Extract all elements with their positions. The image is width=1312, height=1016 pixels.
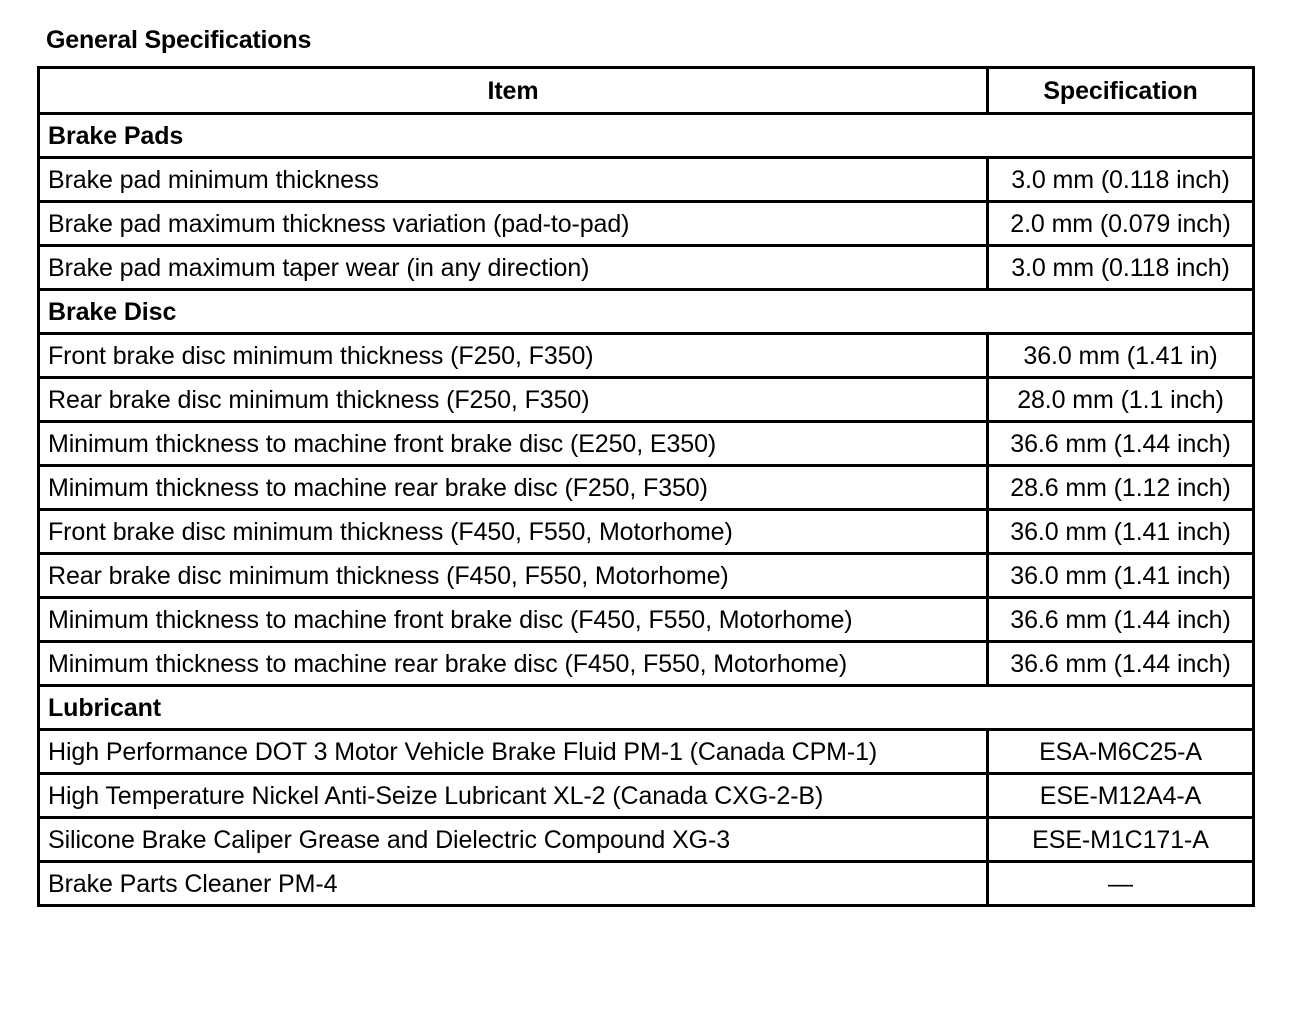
spec-cell: ESA-M6C25-A: [988, 730, 1254, 774]
section-heading: Lubricant: [39, 686, 1254, 730]
table-row: [39, 202, 1254, 246]
item-cell: Front brake disc minimum thickness (F450, F550, Motorhome): [39, 510, 988, 554]
specifications-table: [37, 66, 1255, 907]
spec-cell: 36.6 mm (1.44 inch): [988, 642, 1254, 686]
column-header-specification: Specification: [988, 68, 1254, 114]
spec-cell: 36.0 mm (1.41 in): [988, 334, 1254, 378]
item-cell: Rear brake disc minimum thickness (F250, F350): [39, 378, 988, 422]
item-cell: High Temperature Nickel Anti-Seize Lubricant XL-2 (Canada CXG-2-B): [39, 774, 988, 818]
column-header-item: Item: [39, 68, 988, 114]
spec-cell: 3.0 mm (0.118 inch): [988, 158, 1254, 202]
table-row: [39, 246, 1254, 290]
table-row: [39, 818, 1254, 862]
spec-cell: ESE-M1C171-A: [988, 818, 1254, 862]
section-heading: Brake Disc: [39, 290, 1254, 334]
item-cell: Minimum thickness to machine front brake disc (F450, F550, Motorhome): [39, 598, 988, 642]
table-row: [39, 378, 1254, 422]
section-row-brake-pads: [39, 114, 1254, 158]
table-row: [39, 158, 1254, 202]
table-row: [39, 466, 1254, 510]
table-row: [39, 598, 1254, 642]
item-cell: Minimum thickness to machine front brake disc (E250, E350): [39, 422, 988, 466]
table-row: [39, 554, 1254, 598]
spec-cell: 36.0 mm (1.41 inch): [988, 554, 1254, 598]
section-heading: Brake Pads: [39, 114, 1254, 158]
item-cell: Brake Parts Cleaner PM-4: [39, 862, 988, 906]
item-cell: Front brake disc minimum thickness (F250, F350): [39, 334, 988, 378]
table-row: [39, 422, 1254, 466]
item-cell: Minimum thickness to machine rear brake disc (F250, F350): [39, 466, 988, 510]
spec-cell: 2.0 mm (0.079 inch): [988, 202, 1254, 246]
spec-cell: 36.0 mm (1.41 inch): [988, 510, 1254, 554]
spec-cell: 3.0 mm (0.118 inch): [988, 246, 1254, 290]
item-cell: Brake pad maximum taper wear (in any direction): [39, 246, 988, 290]
item-cell: High Performance DOT 3 Motor Vehicle Brake Fluid PM-1 (Canada CPM-1): [39, 730, 988, 774]
section-row-lubricant: [39, 686, 1254, 730]
section-row-brake-disc: [39, 290, 1254, 334]
item-cell: Rear brake disc minimum thickness (F450, F550, Motorhome): [39, 554, 988, 598]
spec-cell: 36.6 mm (1.44 inch): [988, 422, 1254, 466]
table-header-row: [39, 68, 1254, 114]
item-cell: Silicone Brake Caliper Grease and Dielectric Compound XG-3: [39, 818, 988, 862]
item-cell: Brake pad maximum thickness variation (pad-to-pad): [39, 202, 988, 246]
table-row: [39, 334, 1254, 378]
table-row: [39, 862, 1254, 906]
item-cell: Brake pad minimum thickness: [39, 158, 988, 202]
table-row: [39, 510, 1254, 554]
table-row: [39, 730, 1254, 774]
spec-cell: 28.6 mm (1.12 inch): [988, 466, 1254, 510]
table-row: [39, 774, 1254, 818]
table-row: [39, 642, 1254, 686]
item-cell: Minimum thickness to machine rear brake disc (F450, F550, Motorhome): [39, 642, 988, 686]
spec-cell: —: [988, 862, 1254, 906]
spec-cell: 28.0 mm (1.1 inch): [988, 378, 1254, 422]
spec-cell: ESE-M12A4-A: [988, 774, 1254, 818]
page-title: General Specifications: [46, 26, 312, 54]
spec-cell: 36.6 mm (1.44 inch): [988, 598, 1254, 642]
